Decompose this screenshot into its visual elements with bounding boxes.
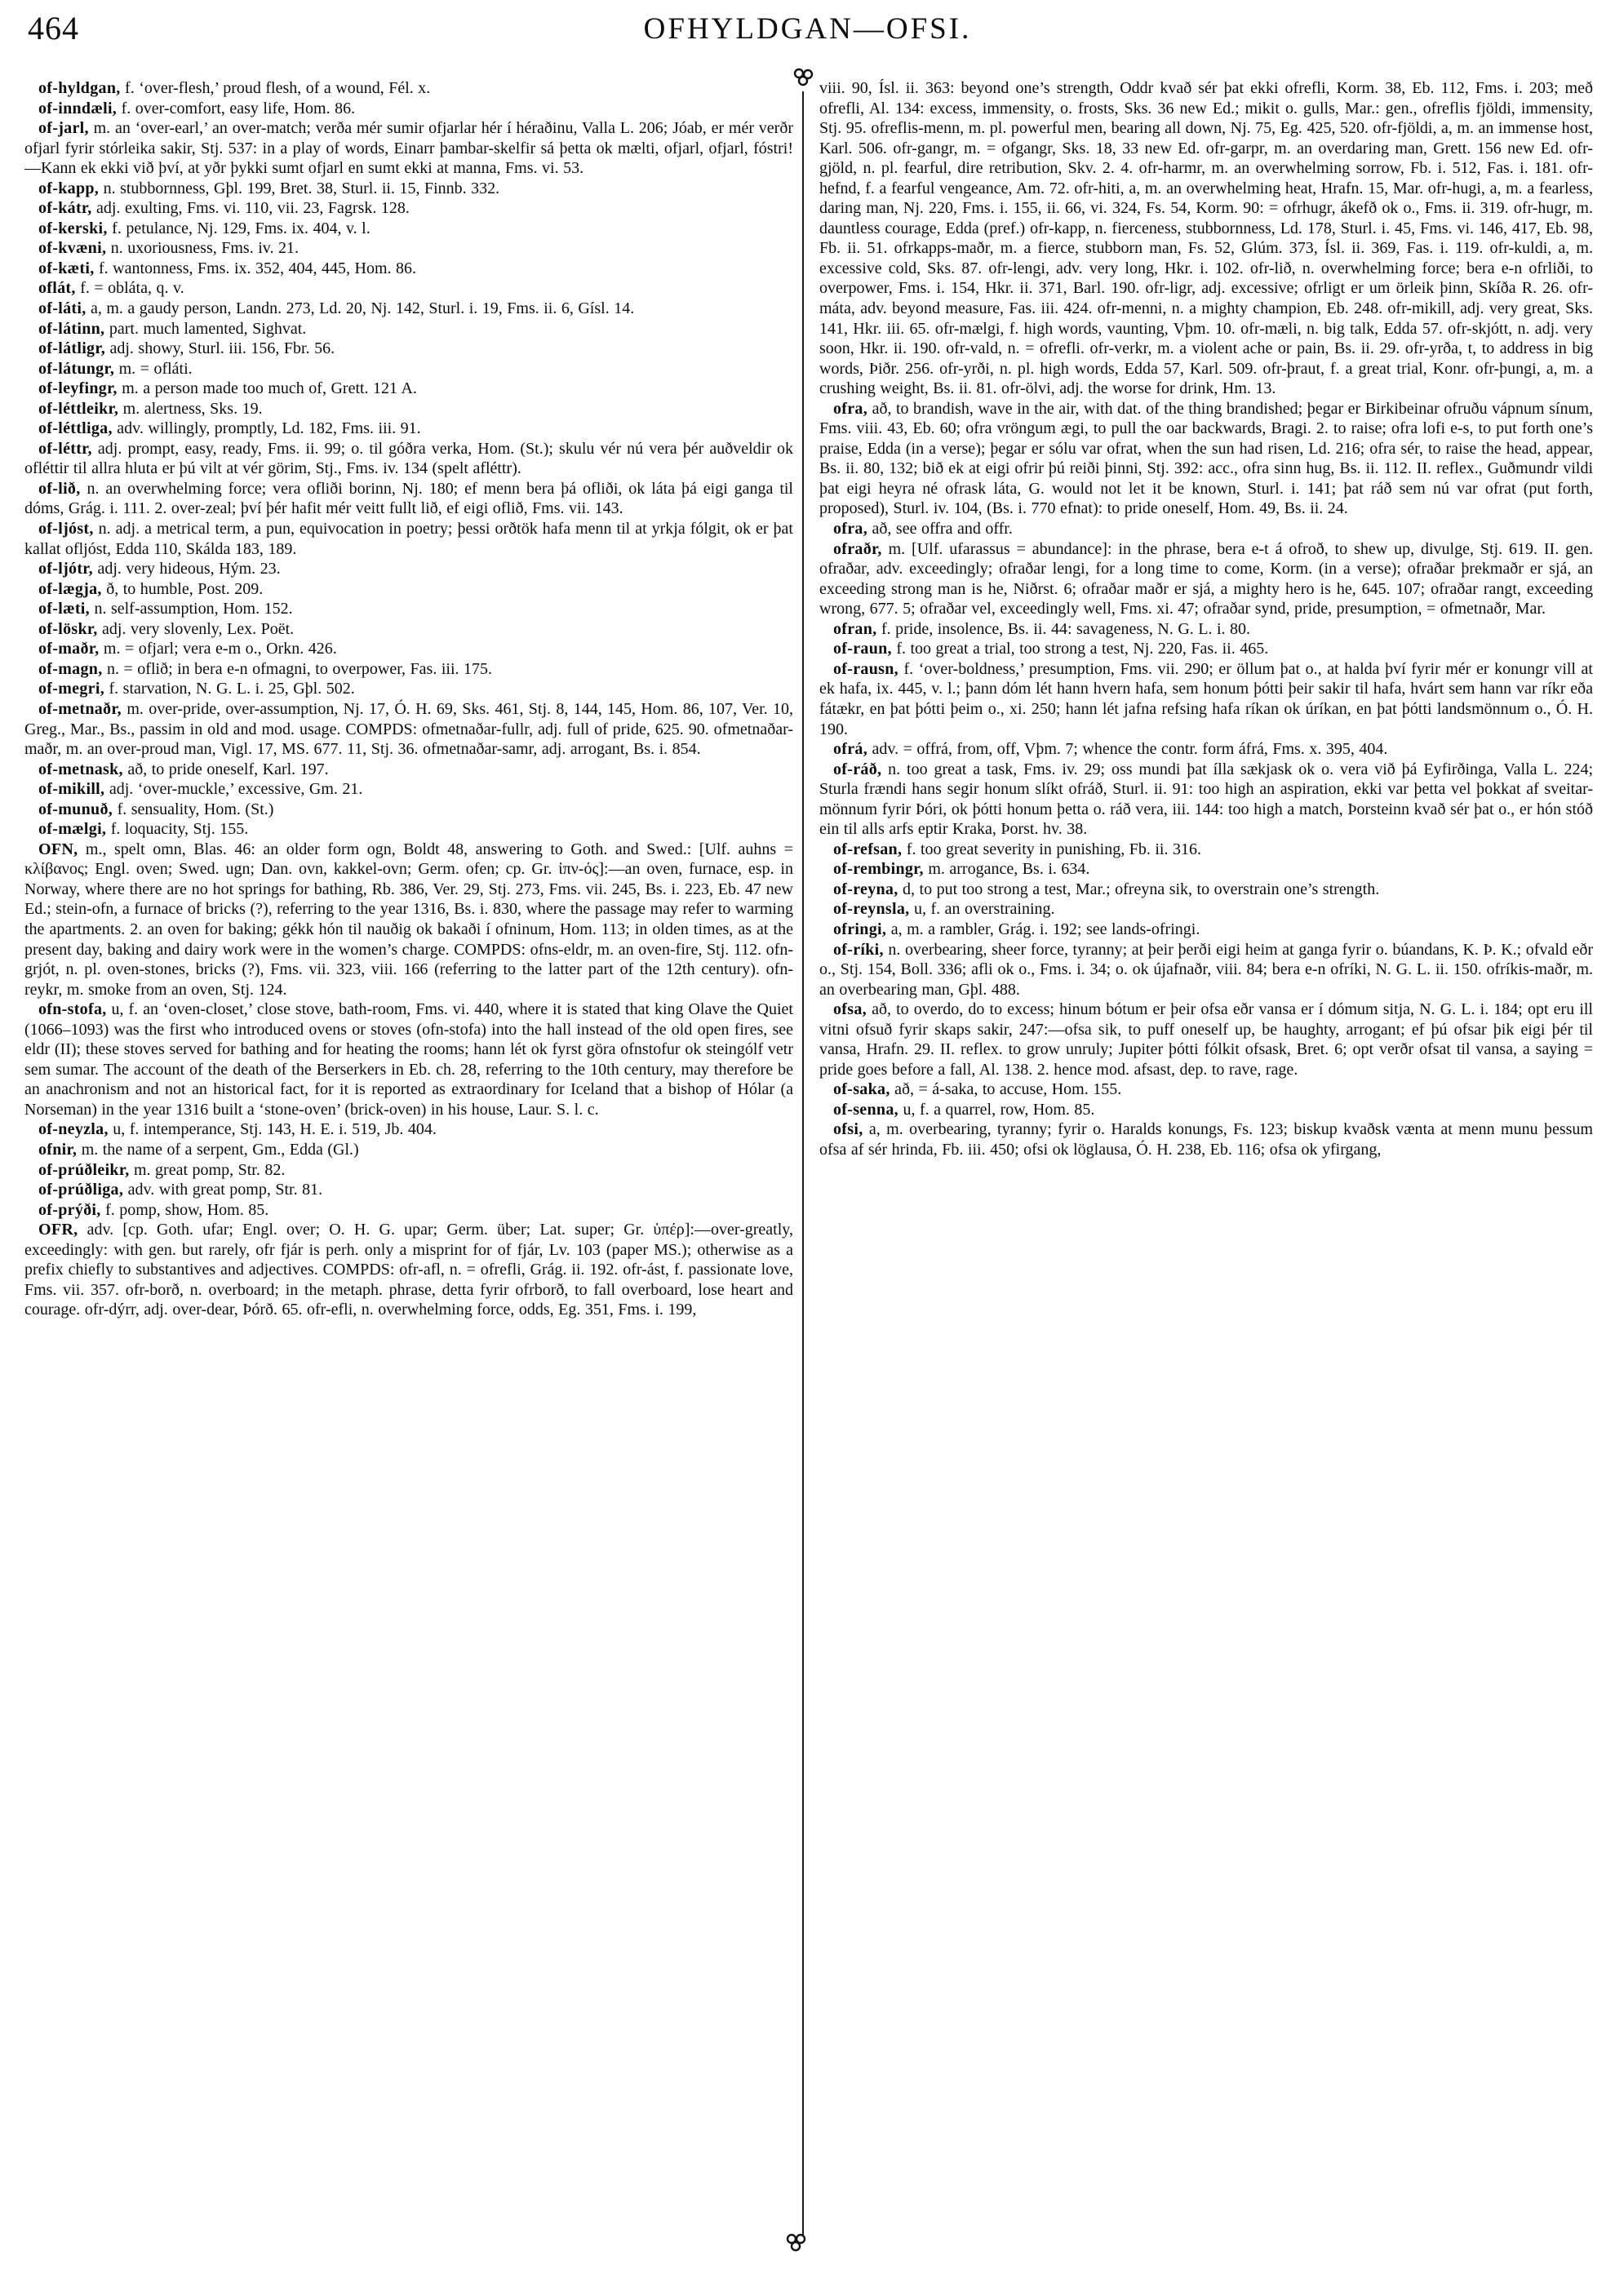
headword: of-metnask, [38, 760, 123, 778]
headword: of-mikill, [38, 780, 105, 799]
dictionary-entry: of-jarl, m. an ‘over-earl,’ an over-match; verða mér sumir ofjarlar hér í héraðinu, Valla L. 206; Jóab, er mér verðr ofjarl fyrir stórleika sakir, Stj. 537: in a play of words, Einarr þambar-skelfir sá þetta ok mælti, ofjarl, ofjarl, fóstri!—Kann ek ekki við því, at yðr þykki sumt ofjarl en sumt ekki at manna, Fms. vi. 53. [24, 119, 793, 178]
headword: of-magn, [38, 659, 103, 678]
dictionary-entry: ofra, að, to brandish, wave in the air, with dat. of the thing brandished; þegar er Birkibeinar ofruðu vápnum sínum, Fms. viii. 43, Eb. 60; ofra vröngum ægi, to pull the oar backwards, Bragi. 2. to raise; ofra lofi e-s, to put forth one’s praise, Edda (in a verse); þegar er sólu var ofrat, when the sun had risen, Ld. 216; ofra sér, to raise the head, appear, Bs. ii. 80, 132; bið ek at eigi ofrir þú reiði þinni, Stj. 392: acc., ofra sinn hug, Bs. ii. 112. II. reflex., Guðmundr vildi þat eigi heyra né ofrask láta, G. would not let it be known, Sturl. i. 141; þat ráð sem nú var ofrat (put forth, proposed), Sturl. iv. 104, (Bs. i. 770 efnat): to pride oneself, Hom. 49, Bs. ii. 24. [819, 399, 1593, 518]
headword: of-reynsla, [833, 900, 910, 919]
dictionary-entry: of-léttr, adj. prompt, easy, ready, Fms. ii. 99; o. til góðra verka, Hom. (St.); skulu vér nú vera þér auðveldir ok ofléttir til allra hluta er þú vilt at vér görim, Stj., Fms. iv. 134 (spelt afléttr). [24, 439, 793, 478]
headword: of-kerski, [38, 219, 108, 237]
headword: of-kátr, [38, 199, 92, 218]
dictionary-entry: of-mælgi, f. loquacity, Stj. 155. [38, 820, 249, 839]
headword: of-mælgi, [38, 820, 107, 839]
headword: of-léttliga, [38, 419, 113, 438]
dictionary-entry: oflát, f. = obláta, q. v. [38, 279, 184, 298]
dictionary-entry: of-látungr, m. = ofláti. [38, 359, 193, 378]
headword: of-reyna, [833, 880, 898, 898]
headword: of-kapp, [38, 179, 100, 197]
dictionary-entry: of-maðr, m. = ofjarl; vera e-m o., Orkn. 426. [38, 640, 337, 658]
headword: of-munuð, [38, 800, 113, 818]
dictionary-entry: of-inndæli, f. over-comfort, easy life, Hom. 86. [38, 99, 356, 117]
headword: of-kæti, [38, 259, 95, 277]
headword: ofn-stofa, [38, 1000, 107, 1019]
dictionary-entry: of-refsan, f. too great severity in punishing, Fb. ii. 316. [833, 840, 1201, 858]
headword: ofra, [833, 399, 868, 418]
headword: ofsi, [833, 1120, 863, 1139]
running-title: OFHYLDGAN—OFSI. [643, 12, 972, 46]
dictionary-entry: of-saka, að, = á-saka, to accuse, Hom. 155. [833, 1080, 1122, 1099]
left-column [24, 78, 793, 1320]
dictionary-entry: of-hyldgan, f. ‘over-flesh,’ proud flesh, of a wound, Fél. x. [38, 79, 431, 97]
headword: ofran, [833, 619, 877, 638]
headword: ofrá, [833, 740, 868, 759]
dictionary-entry: ofringi, a, m. a rambler, Grág. i. 192; see lands-ofringi. [833, 920, 1200, 938]
dictionary-entry: of-megri, f. starvation, N. G. L. i. 25, Gþl. 502. [38, 680, 355, 698]
dictionary-entry: of-neyzla, u, f. intemperance, Stj. 143, H. E. i. 519, Jb. 404. [38, 1120, 437, 1139]
headword: of-láti, [38, 299, 87, 318]
dictionary-entry: of-kvæni, n. uxoriousness, Fms. iv. 21. [38, 239, 299, 258]
headword: ofra, [833, 520, 868, 539]
headword: ofringi, [833, 920, 887, 938]
dictionary-entry: of-reynsla, u, f. an overstraining. [833, 900, 1055, 919]
headword: of-kvæni, [38, 239, 107, 258]
dictionary-entry: of-mikill, adj. ‘over-muckle,’ excessive, Gm. 21. [38, 780, 363, 799]
dictionary-entry: of-ljóst, n. adj. a metrical term, a pun, equivocation in poetry; þessi orðtök hafa menn til at yrkja fólgit, ok er þat kallat ofljóst, Edda 110, Skálda 183, 189. [24, 520, 793, 558]
dictionary-entry: of-kapp, n. stubbornness, Gþl. 199, Bret. 38, Sturl. ii. 15, Finnb. 332. [38, 179, 500, 197]
headword: of-hyldgan, [38, 79, 121, 97]
dictionary-entry: of-magn, n. = oflið; in bera e-n ofmagni, to overpower, Fas. iii. 175. [38, 659, 493, 678]
dictionary-entry: of-ráð, n. too great a task, Fms. iv. 29; oss mundi þat ílla sækjask ok o. vera við þá Eyfirðinga, Valla L. 224; Sturla frændi hans segir honum slíkt ofráð, Sturl. ii. 91: too high an aspiration, ekki var þetta vel þokkat af sveitar-mönnum fyrir Þóri, ok þótti honum þetta o. ráð vera, iii. 144: too high a match, Þorsteinn kvað sér þat o., er hón stóð ein til alls arfs eptir Kraka, Þorst. hv. 38. [819, 760, 1593, 839]
dictionary-entry: of-ljótr, adj. very hideous, Hým. 23. [38, 560, 281, 578]
headword: of-prúðleikr, [38, 1160, 130, 1179]
dictionary-entry: of-látligr, adj. showy, Sturl. iii. 156, Fbr. 56. [38, 339, 335, 358]
headword: of-léttleikr, [38, 399, 119, 418]
headword: of-rausn, [833, 659, 898, 678]
dictionary-entry: ofra, að, see offra and offr. [833, 520, 1013, 539]
headword: of-lið, [38, 479, 81, 498]
dictionary-entry: of-reyna, d, to put too strong a test, Mar.; ofreyna sik, to overstrain one’s strength. [833, 880, 1380, 898]
dictionary-entry: ofrá, adv. = offrá, from, off, Vþm. 7; whence the contr. form áfrá, Fms. x. 395, 404. [833, 740, 1388, 759]
dictionary-entry: ofran, f. pride, insolence, Bs. ii. 44: savageness, N. G. L. i. 80. [833, 619, 1251, 638]
dictionary-entry: of-ríki, n. overbearing, sheer force, tyranny; at þeir þerði eigi heim at ganga fyrir o. búandans, K. Þ. K.; ofvald eðr o., Stj. 154, Boll. 336; afli ok o., Fms. i. 34; o. ok újafnaðr, viii. 84; bera e-n ofríki, N. G. L. ii. 150. ofríkis-maðr, m. an overbearing man, Gþl. 488. [819, 940, 1593, 999]
headword: of-ríki, [833, 940, 884, 959]
headword: of-látungr, [38, 359, 115, 378]
headword: of-ljótr, [38, 560, 93, 578]
dictionary-entry: of-rausn, f. ‘over-boldness,’ presumption, Fms. vii. 290; er öllum þat o., at halda því fyrir mér er konungr vill at ek hafa, ix. 445, v. l.; þann dóm lét hann hvern hafa, sem honum þótti þeir sakir til hafa, hvárt sem hann var ríkr eða fátækr, en þat þótti þeim o., xi. 250; hann lét jafna refsing hafa ríkan ok úríkan, en þat þótti landsmönnum o., Ó. H. 190. [819, 659, 1593, 738]
dictionary-entry: OFN, m., spelt omn, Blas. 46: an older form ogn, Boldt 48, answering to Goth. and Swed.: [Ulf. auhns = κλίβανος; Engl. oven; Swed. ugn; Dan. ovn, kakkel-ovn; Germ. ofen; cp. Gr. ἰπν-ός]:—an oven, furnace, esp. in Norway, where there are no hot springs for bathing, Rb. 386, Ver. 29, Stj. 273, Fms. vii. 245, Bs. i. 223, Eb. 47 new Ed.; stein-ofn, a furnace of bricks (?), referring to the year 1316, Bs. i. 830, where the passage may refer to warming the apartments. 2. an oven for baking; gékk hón til nauðig ok bakaði í ofninum, Hom. 113; in olden times, as at the present day, baking and dairy work were in the women’s charge. COMPDS: ofns-eldr, m. an oven-fire, Stj. 112. ofn-grjót, n. pl. oven-stones, bricks (?), Fms. vii. 323, viii. 166 (referring to the latter part of the 12th century). ofn-reykr, m. smoke from an oven, Stj. 124. [24, 840, 793, 999]
headword: ofsa, [833, 1000, 867, 1019]
trefoil-ornament-icon [791, 67, 815, 88]
headword: of-inndæli, [38, 99, 118, 117]
dictionary-entry: of-raun, f. too great a trial, too strong a test, Nj. 220, Fas. ii. 465. [833, 640, 1269, 658]
dictionary-entry: of-prýði, f. pomp, show, Hom. 85. [38, 1200, 269, 1219]
headword: oflát, [38, 279, 76, 298]
dictionary-entry: OFR, adv. [cp. Goth. ufar; Engl. over; O. H. G. upar; Germ. über; Lat. super; Gr. ὑπέρ]:—over-greatly, exceedingly: with gen. but rarely, ofr fjár is perh. only a misprint for of fjár, Lv. 103 (paper MS.); otherwise as a prefix chiefly to substantives and adjectives. COMPDS: ofr-afl, n. = ofrefli, Grág. ii. 192. ofr-ást, f. passionate love, Fms. vii. 357. ofr-borð, n. overboard; in the metaph. phrase, detta fyrir ofrborð, to fall overboard, lose heart and courage. ofr-dýrr, adj. over-dear, Þórð. 65. ofr-efli, n. overwhelming force, odds, Eg. 351, Fms. i. 199, [24, 1221, 793, 1319]
dictionary-entry: ofn-stofa, u, f. an ‘oven-closet,’ close stove, bath-room, Fms. vi. 440, where it is stated that king Olave the Quiet (1066–1093) was the first who introduced ovens or stoves (ofn-stofa) into the hall instead of the old open fires, see eldr (II); these stoves served for bathing and for heating the rooms; hann lét ok fyrst göra ofnstofur ok steingólf vetr sem sumar. The account of the death of the Berserkers in Eb. ch. 28, referring to the 10th century, may therefore be an anachronism and not an historical fact, for it is reported as extraordinary for Iceland that a bishop of Hólar (a Norseman) in the year 1316 built a ‘stone-oven’ (brick-oven) in his house, Laur. S. l. c. [24, 1000, 793, 1119]
dictionary-entry: of-láti, a, m. a gaudy person, Landn. 273, Ld. 20, Nj. 142, Sturl. i. 19, Fms. ii. 6, Gísl. 14. [38, 299, 635, 318]
headword: ofraðr, [833, 539, 882, 558]
dictionary-entry: of-læti, n. self-assumption, Hom. 152. [38, 600, 293, 618]
dictionary-entry: of-kæti, f. wantonness, Fms. ix. 352, 404, 445, Hom. 86. [38, 259, 417, 277]
headword: of-leyfingr, [38, 379, 118, 398]
headword: of-neyzla, [38, 1120, 109, 1139]
dictionary-entry: of-léttliga, adv. willingly, promptly, Ld. 182, Fms. iii. 91. [38, 419, 421, 438]
trefoil-ornament-icon [783, 2232, 808, 2254]
headword: of-léttr, [38, 439, 92, 458]
dictionary-entry: ofsi, a, m. overbearing, tyranny; fyrir o. Haralds konungs, Fs. 123; biskup kvaðsk vænta at menn munu þessum ofsa af sér hrinda, Fb. iii. 450; ofsi ok löglausa, Ó. H. 238, Eb. 116; ofsa ok yfirgang, [819, 1120, 1593, 1159]
headword: of-rembingr, [833, 860, 924, 879]
headword: of-látinn, [38, 319, 105, 338]
dictionary-entry: of-prúðleikr, m. great pomp, Str. 82. [38, 1160, 286, 1179]
dictionary-entry: of-munuð, f. sensuality, Hom. (St.) [38, 800, 274, 818]
dictionary-entry: of-rembingr, m. arrogance, Bs. i. 634. [833, 860, 1090, 879]
headword: of-saka, [833, 1080, 890, 1099]
page-number: 464 [28, 10, 79, 47]
headword: OFN, [38, 840, 78, 858]
headword: of-raun, [833, 640, 892, 658]
headword: ofnir, [38, 1140, 78, 1159]
headword: OFR, [38, 1221, 78, 1239]
dictionary-entry: viii. 90, Ísl. ii. 363: beyond one’s strength, Oddr kvað sér þat ekki ofrefli, Korm. 38, Eb. 112, Fms. i. 203; með ofrefli, Al. 134: excess, immensity, o. frosts, Sks. 36 new Ed.; mikit o. gulls, Mar.: gen., ofreflis fjöldi, immensity, Stj. 95. ofreflis-menn, m. pl. powerful men, bearing all down, Nj. 75, Eg. 425, 520. ofr-fjöldi, a, m. an immense host, Karl. 506. ofr-gangr, m. = ofgangr, Sks. 18, 33 new Ed. ofr-garpr, m. an overdaring man, Grett. 156 new Ed. ofr-gjöld, n. pl. fearful, dire retribution, Skv. 2. 4. ofr-harmr, m. an overwhelming sorrow, Fb. i. 512, Fas. i. 181. ofr-hefnd, f. a fearful vengeance, Am. 72. ofr-hiti, a, m. an overwhelming heat, Hrafn. 15, Mar. ofr-hugi, a, m. a fearless, daring man, Nj. 220, Fms. i. 155, ii. 66, vi. 324, Fs. 54, Korm. 90: = ofrhugr, ákefð ok o., Fms. ii. 319. ofr-hugr, m. dauntless courage, Edda (pref.) ofr-kapp, n. fierceness, stubbornness, Ld. 178, Sturl. i. 45, Fms. vi. 146, 417, Eb. 98, Fb. ii. 51. ofrkapps-maðr, m. a fierce, stubborn man, Fs. 52, Glúm. 373, Ísl. ii. 369, Fas. i. 119. ofr-kuldi, a, m. excessive cold, Sks. 87. ofr-lengi, adv. very long, Hkr. i. 102. ofr-lið, n. overwhelming force; bera e-n ofrliði, to overpower, Fms. i. 154, Hkr. ii. 371, Barl. 190. ofr-ligr, adj. excessive; ofrligt er um örleik þinn, Skíða R. 26. ofr-máta, adv. beyond measure, Fas. iii. 424. ofr-menni, n. a mighty champion, Eb. 248. ofr-mikill, adj. very great, Sks. 141, Hkr. iii. 65. ofr-mælgi, f. high words, vaunting, Vþm. 10. ofr-mæli, n. big talk, Edda 57. ofr-skjótt, n. adj. very soon, Hkr. ii. 190. ofr-vald, n. = ofrefli. ofr-verkr, m. a violent ache or pain, Bs. ii. 29. ofr-yrða, t, to address in big words, Þiðr. 256. ofr-yrði, n. pl. high words, Edda 57, Karl. 509. ofr-þraut, f. a great trial, Konr. ofr-þungi, a, m. a crushing weight, Bs. ii. 81. ofr-ölvi, adj. the worse for drink, Hm. 13. [819, 79, 1593, 398]
headword: of-senna, [833, 1100, 898, 1119]
headword: of-látligr, [38, 339, 105, 358]
dictionary-entry: ofnir, m. the name of a serpent, Gm., Edda (Gl.) [38, 1140, 359, 1159]
dictionary-entry: ofraðr, m. [Ulf. ufarassus = abundance]: in the phrase, bera e-t á ofroð, to shew up, divulge, Stj. 619. II. gen. ofraðar, adv. exceedingly; ofraðar lengi, for a long time to come, Korm. (in a verse); ofraðar þrekmaðr er sjá, an exceeding strong man is he, Niðrst. 6; ofraðar maðr er sjá, a mighty hero is he, 645. 107; ofraðar rangt, exceeding wrong, 677. 5; ofraðar vel, exceedingly well, Fms. xi. 47; ofraðar synd, pride, presumption, = ofmetnaðr, Mar. [819, 539, 1593, 618]
dictionary-entry: of-löskr, adj. very slovenly, Lex. Poët. [38, 619, 295, 638]
dictionary-entry: ofsa, að, to overdo, do to excess; hinum bótum er þeir ofsa eðr vansa er í dómum sitja, N. G. L. i. 184; opt eru ill vitni ofsuð fyrir skaps sakir, 247:—ofsa sik, to puff oneself up, be haughty, arrogant; ef þú ofsar þik eigi þér til vansa, Hrafn. 29. II. reflex. to grow unruly; Jupiter þótti fólkit ofsask, Bret. 6; opt verðr ofsat til vansa, a saying = pride goes before a fall, Al. 138. 2. hence mod. afsast, dep. to rave, rage. [819, 1000, 1593, 1079]
column-divider [802, 91, 804, 2236]
headword: of-megri, [38, 680, 104, 698]
headword: of-prýði, [38, 1200, 101, 1219]
dictionary-entry: of-metnask, að, to pride oneself, Karl. 197. [38, 760, 329, 778]
dictionary-entry: of-prúðliga, adv. with great pomp, Str. 81. [38, 1181, 323, 1199]
headword: of-metnaðr, [38, 699, 122, 718]
dictionary-entry: of-leyfingr, m. a person made too much of, Grett. 121 A. [38, 379, 417, 398]
dictionary-entry: of-kerski, f. petulance, Nj. 129, Fms. ix. 404, v. l. [38, 219, 370, 237]
headword: of-jarl, [38, 119, 89, 138]
dictionary-entry: of-léttleikr, m. alertness, Sks. 19. [38, 399, 263, 418]
dictionary-entry: of-metnaðr, m. over-pride, over-assumption, Nj. 17, Ó. H. 69, Sks. 461, Stj. 8, 144, 145, Hom. 86, 107, Ver. 10, Greg., Mar., Bs., passim in old and mod. usage. COMPDS: ofmetnaðar-fullr, adj. full of pride, 625. 90. ofmetnaðar-maðr, m. an over-proud man, Vigl. 17, MS. 677. 11, Stj. 36. ofmetnaðar-samr, adj. arrogant, Bs. i. 854. [24, 699, 793, 759]
dictionary-entry: of-kátr, adj. exulting, Fms. vi. 110, vii. 23, Fagrsk. 128. [38, 199, 410, 218]
dictionary-entry: of-lægja, ð, to humble, Post. 209. [38, 579, 264, 598]
headword: of-læti, [38, 600, 90, 618]
headword: of-löskr, [38, 619, 98, 638]
dictionary-entry: of-lið, n. an overwhelming force; vera ofliði borinn, Nj. 180; ef menn bera þá ofliði, ok láta þá eigi ganga til dóms, Grág. i. 111. 2. over-zeal; því þér hafit mér veitt fullt lið, ef eigi oflið, Fms. vii. 143. [24, 479, 793, 518]
headword: of-ljóst, [38, 520, 94, 539]
headword: of-ráð, [833, 760, 882, 778]
dictionary-entry: of-senna, u, f. a quarrel, row, Hom. 85. [833, 1100, 1095, 1119]
headword: of-maðr, [38, 640, 100, 658]
right-column [819, 78, 1593, 1160]
dictionary-entry: of-látinn, part. much lamented, Sighvat. [38, 319, 307, 338]
headword: of-prúðliga, [38, 1181, 124, 1199]
headword: of-refsan, [833, 840, 903, 858]
headword: of-lægja, [38, 579, 102, 598]
